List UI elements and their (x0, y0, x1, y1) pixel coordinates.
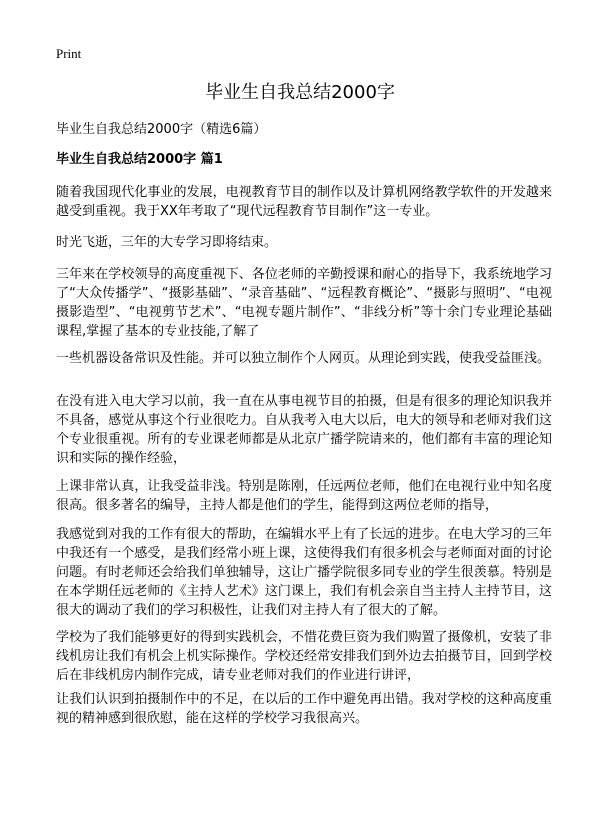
page-title: 毕业生自我总结2000字 (205, 82, 395, 103)
paragraph: 我感觉到对我的工作有很大的帮助，在编辑水平上有了长远的进步。在电大学习的三年中我还有一个感受，是我们经常小班上课，这使得我们有很多机会与老师面对面的讨论问题。有时老师还会给我们单独辅导，这让广播学院很多同专业的学生很羡慕。特别是在本学期任远老师的《主持人艺术》这门课上，我们有机会亲自当主持人主持节目，这很大的调动了我们的学习积极性，让我们对主持人有了很大的了解。 (56, 527, 552, 618)
paragraph: 三年来在学校领导的高度重视下、各位老师的辛勤授课和耐心的指导下，我系统地学习了“大众传播学”、“摄影基础”、“录音基础”、“远程教育概论”、“摄影与照明”、“电视摄影造型”、“电视剪节艺术”、“电视专题片制作”、“非线分析”等十余门专业理论基础课程,掌握了基本的专业技能,了解了 (56, 267, 552, 339)
paragraph: 让我们认识到拍摄制作中的不足，在以后的工作中避免再出错。我对学校的这种高度重视的精神感到很欣慰，能在这样的学校学习我很高兴。 (56, 692, 552, 726)
document-subtitle: 毕业生自我总结2000字（精选6篇） (56, 122, 267, 137)
paragraph: 上课非常认真，让我受益非浅。特别是陈刚，任远两位老师，他们在电视行业中知名度很高。很多著名的编导，主持人都是他们的学生，能得到这两位老师的指导， (56, 479, 552, 513)
print-link[interactable]: Print (56, 46, 82, 61)
paragraph: 时光飞逝，三年的大专学习即将结束。 (56, 235, 278, 250)
paragraph: 一些机器设备常识及性能。并可以独立制作个人网页。从理论到实践，使我受益匪浅。 (56, 351, 551, 366)
paragraph: 学校为了我们能够更好的得到实践机会，不惜花费巨资为我们购置了摄像机，安装了非线机房让我们有机会上机实际操作。学校还经常安排我们到外边去拍摄节目，回到学校后在非线机房内制作完成，请专业老师对我们的作业进行讲评， (56, 630, 552, 683)
paragraph: 在没有进入电大学习以前，我一直在从事电视节目的拍摄，但是有很多的理论知识我并不具备，感觉从事这个行业很吃力。自从我考入电大以后，电大的领导和老师对我们这个专业很重视。所有的专业课老师都是从北京广播学院请来的，他们都有丰富的理论知识和实际的操作经验， (56, 394, 552, 466)
paragraph: 随着我国现代化事业的发展，电视教育节目的制作以及计算机网络教学软件的开发越来越受到重视。我于XX年考取了“现代远程教育节目制作”这一专业。 (56, 185, 552, 219)
section-heading: 毕业生自我总结2000字 篇1 (56, 152, 223, 167)
